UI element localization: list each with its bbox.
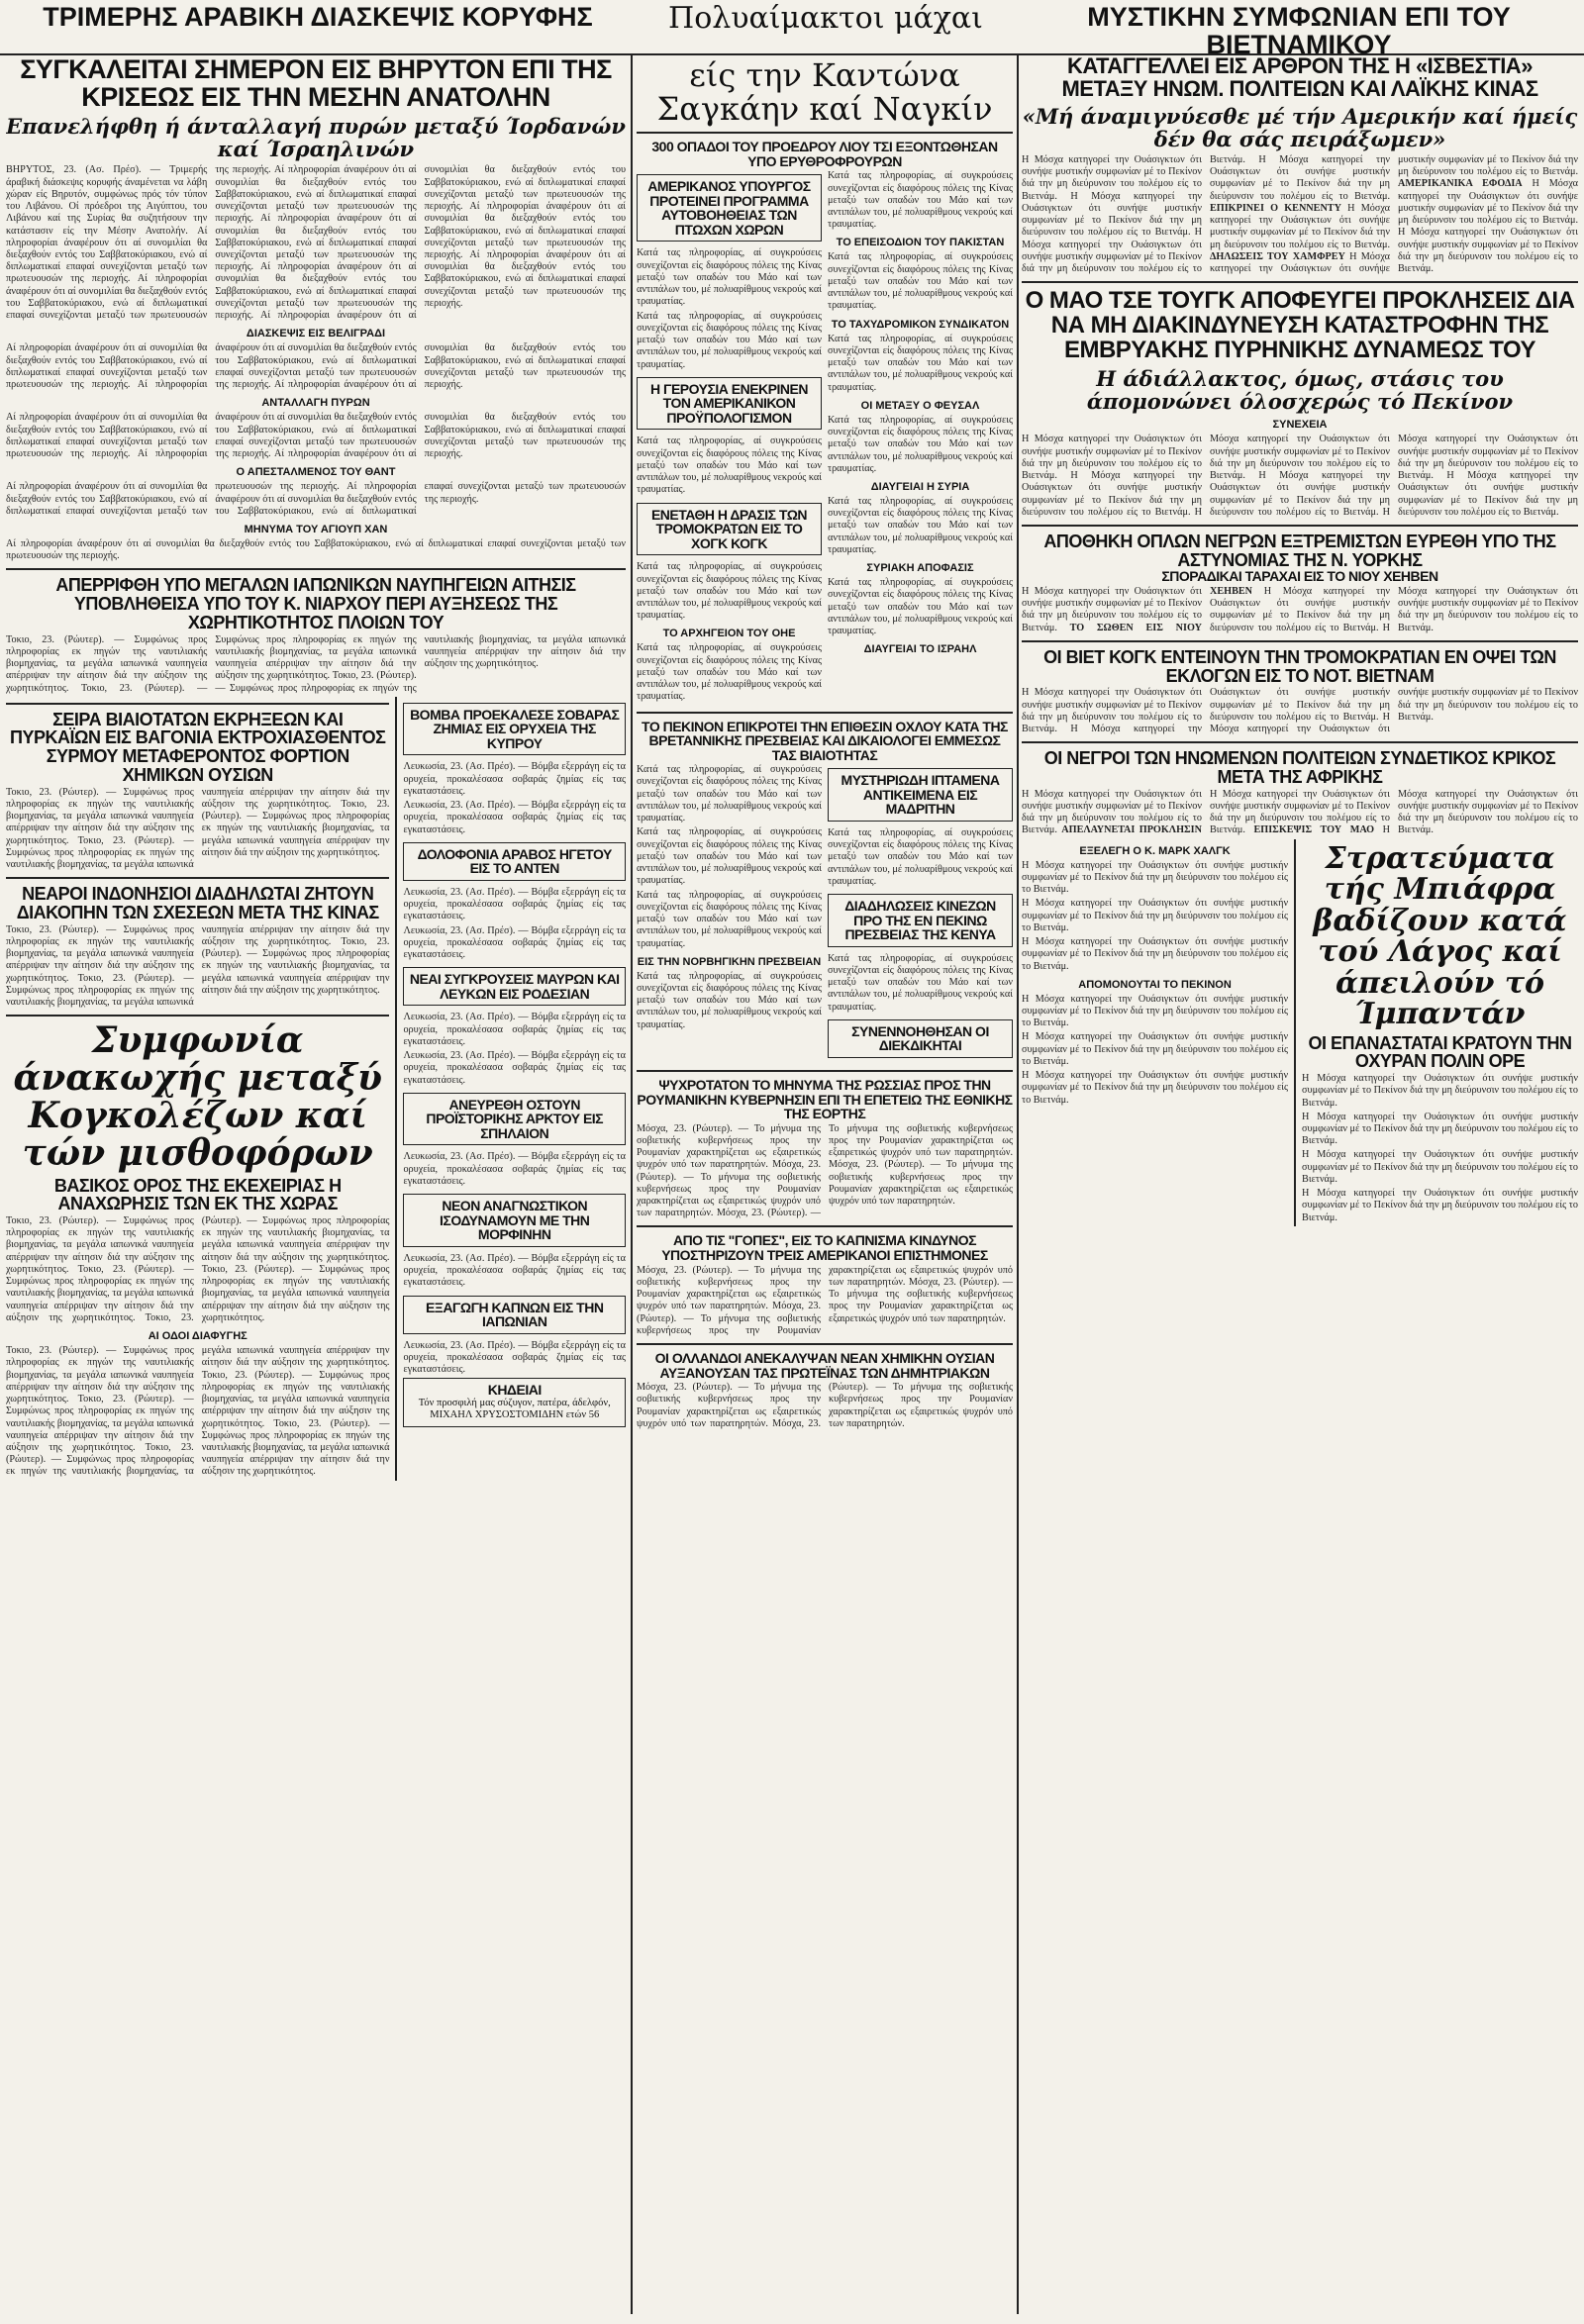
article-text: Η Μόσχα κατηγορεί την Ουάσιγκτων ότι συνήψε μυστικήν συμφωνίαν μέ το Πεκίνον διά την μη διεύρυνσιν του πολέμου είς το Βιετνάμ. <box>1194 434 1390 518</box>
divider <box>6 1015 389 1017</box>
article-text: Μόσχα, 23. (Ρώυτερ). — Το μήνυμα της σοβιετικής κυβερνήσεως προς την Ρουμανίαν χαρακτηρίζεται ως εξαιρετικώς ψυχρόν υπό των παρατηρητών. <box>637 1264 1013 1336</box>
russia-romania-headline: ΨΥΧΡΟΤΑΤΟΝ ΤΟ ΜΗΝΥΜΑ ΤΗΣ ΡΩΣΣΙΑΣ ΠΡΟΣ ΤΗΝ ΡΟΥΜΑΝΙΚΗΝ ΚΥΒΕΡΝΗΣΙΝ ΕΠΙ ΤΗ ΕΠΕΤΕΙΩ ΤΗΣ ΕΘΝΙΚΗΣ ΤΗΣ ΕΟΡΤΗΣ <box>637 1076 1013 1122</box>
article-text: Η Μόσχα κατηγορεί την Ουάσιγκτων ότι συνήψε μυστικήν συμφωνίαν μέ το Πεκίνον διά την μη διεύρυνσιν του πολέμου είς το Βιετνάμ. <box>1022 153 1245 275</box>
subheading: ΕΞΕΛΕΓΗ Ο Κ. ΜΑΡΚ ΧΑΛΓΚ <box>1079 844 1231 857</box>
article-text: Κατά τας πληροφορίας, αί συγκρούσεις συνεχίζονται είς διαφόρους πόλεις της Κίνας μεταξύ των οπαδών του Μάο καί των αντιπάλων του, μέ πολυαρίθμους νεκρούς καί τραυματίας. <box>828 952 1013 1013</box>
lower-left-stack <box>6 697 389 1481</box>
article-text: Τοκιο, 23. (Ρώυτερ). — Συμφώνως προς πληροφορίας εκ πηγών της ναυτιλιακής βιομηχανίας, τα μεγάλα ιαπωνικά ναυπηγεία απέρριψαν την αίτησιν διά την αύξησιν της χωρητικότητος. <box>6 1345 390 1478</box>
subheading: ΕΠΙΚΡΙΝΕΙ Ο ΚΕΝΝΕΝΤΥ <box>1210 202 1341 214</box>
brief-headline: ΕΝΕΤΑΘΗ Η ΔΡΑΣΙΣ ΤΩΝ ΤΡΟΜΟΚΡΑΤΩΝ ΕΙΣ ΤΟ ΧΟΓΚ ΚΟΓΚ <box>650 506 808 551</box>
article-text: Μόσχα, 23. (Ρώυτερ). — Το μήνυμα της σοβιετικής κυβερνήσεως προς την Ρουμανίαν χαρακτηρίζεται ως εξαιρετικώς ψυχρόν υπό των παρατηρητών. <box>637 1264 821 1312</box>
divider <box>6 703 389 705</box>
article-text: Μόσχα, 23. (Ρώυτερ). — Το μήνυμα της σοβιετικής κυβερνήσεως προς την Ρουμανίαν χαρακτηρίζεται ως εξαιρετικώς ψυχρόν υπό των παρατηρητών. <box>637 1159 821 1219</box>
article-text: Η Μόσχα κατηγορεί την Ουάσιγκτων ότι συνήψε μυστικήν συμφωνίαν μέ το Πεκίνον διά την μη διεύρυνσιν του πολέμου είς το Βιετνάμ. <box>1210 202 1391 250</box>
article-text: Κατά τας πληροφορίας, αί συγκρούσεις συνεχίζονται είς διαφόρους πόλεις της Κίνας μεταξύ των οπαδών του Μάο καί των αντιπάλων του, μέ πολυαρίθμους νεκρούς καί τραυματίας. <box>637 970 822 1030</box>
middle-subcolumn-b <box>828 168 1013 705</box>
article-text-block <box>1022 586 1578 634</box>
article-text: Τοκιο, 23. (Ρώυτερ). — Συμφώνως προς πληροφορίας εκ πηγών της ναυτιλιακής βιομηχανίας, τα μεγάλα ιαπωνικά ναυπηγεία απέρριψαν την αίτησιν διά την αύξησιν της χωρητικότητος. <box>6 1394 194 1453</box>
article-text: Η Μόσχα κατηγορεί την Ουάσιγκτων ότι συνήψε μυστικήν συμφωνίαν μέ το Πεκίνον διά την μη διεύρυνσιν του πολέμου είς το Βιετνάμ. <box>1022 470 1203 518</box>
news-brief-box <box>828 1019 1013 1058</box>
brief-headline: Η ΓΕΡΟΥΣΙΑ ΕΝΕΚΡΙΝΕΝ ΤΟΝ ΑΜΕΡΙΚΑΝΙΚΟΝ ΠΡΟΫΠΟΛΟΓΙΣΜΟΝ <box>650 380 808 426</box>
article-text: Αί πληροφορίαι άναφέρουν ότι αί συνομιλίαι θα διεξαχθούν εντός του Σαββατοκύριακου, ενώ αί διπλωματικαί επαφαί συνεχίζονται μεταξύ των πρωτευουσών της περιοχής. <box>6 537 626 562</box>
article-text: Τοκιο, 23. (Ρώυτερ). — Συμφώνως προς πληροφορίας εκ πηγών της ναυτιλιακής βιομηχανίας, τα μεγάλα ιαπωνικά ναυπηγεία απέρριψαν την αίτησιν διά την αύξησιν της χωρητικότητος. <box>201 1417 390 1478</box>
article-text: Η Μόσχα κατηγορεί την Ουάσιγκτων ότι συνήψε μυστικήν συμφωνίαν μέ το Πεκίνον διά την μη διεύρυνσιν του πολέμου είς το Βιετνάμ. <box>1398 470 1578 518</box>
divider <box>1022 281 1578 283</box>
article-text: Αί πληροφορίαι άναφέρουν ότι αί συνομιλίαι θα διεξαχθούν εντός του Σαββατοκύριακου, ενώ αί διπλωματικαί επαφαί συνεχίζονται μεταξύ των πρωτευουσών της περιοχής. <box>6 164 271 322</box>
article-text: Αί πληροφορίαι άναφέρουν ότι αί συνομιλίαι θα διεξαχθούν εντός του Σαββατοκύριακου, ενώ αί διπλωματικαί επαφαί συνεχίζονται μεταξύ των πρωτευουσών της περιοχής. <box>6 481 340 517</box>
divider <box>637 1225 1013 1227</box>
smoking-headline: ΑΠΟ ΤΙΣ "ΓΟΠΕΣ", ΕΙΣ ΤΟ ΚΑΠΝΙΣΜΑ ΚΙΝΔΥΝΟΣ ΥΠΟΣΤΗΡΙΖΟΥΝ ΤΡΕΙΣ ΑΜΕΡΙΚΑΝΟΙ ΕΠΙΣΤΗΜΟΝΕΣ <box>661 1232 988 1264</box>
article-text: Τοκιο, 23. (Ρώυτερ). — Συμφώνως προς πληροφορίας εκ πηγών της ναυτιλιακής βιομηχανίας, τα μεγάλα ιαπωνικά ναυπηγεία απέρριψαν την αίτησιν διά την αύξησιν της χωρητικότητος. <box>6 1263 194 1323</box>
lower-mid-stack <box>403 697 626 1481</box>
article-text: Η Μόσχα κατηγορεί την Ουάσιγκτων ότι συνήψε μυστικήν συμφωνίαν μέ το Πεκίνον διά την μη διεύρυνσιν του πολέμου είς το Βιετνάμ. <box>1210 470 1391 518</box>
article-text: Λευκωσία, 23. (Ασ. Πρέσ). — Βόμβα εξερράγη είς τα ορυχεία, προκαλέσασα σοβαράς ζημίας είς τας εγκαταστάσεις. <box>403 1050 626 1086</box>
subheading: ΤΟ ΣΩΘΕΝ ΕΙΣ ΝΙΟΥ ΧΕΗΒΕΝ <box>1069 585 1253 633</box>
brief-headline: ΑΝΕΥΡΕΘΗ ΟΣΤΟΥΝ ΠΡΟΪΣΤΟΡΙΚΗΣ ΑΡΚΤΟΥ ΕΙΣ ΣΠΗΛΑΙΟΝ <box>426 1096 604 1141</box>
article-text: Αί πληροφορίαι άναφέρουν ότι αί συνομιλίαι θα διεξαχθούν εντός του Σαββατοκύριακου, ενώ αί διπλωματικαί επαφαί συνεχίζονται μεταξύ των πρωτευουσών της περιοχής. <box>6 225 208 285</box>
brief-headline: ΔΟΛΟΦΟΝΙΑ ΑΡΑΒΟΣ ΗΓΕΤΟΥ ΕΙΣ ΤΟ ΑΝΤΕΝ <box>417 845 612 877</box>
article-text: Η Μόσχα κατηγορεί την Ουάσιγκτων ότι συνήψε μυστικήν συμφωνίαν μέ το Πεκίνον διά την μη διεύρυνσιν του πολέμου είς το Βιετνάμ. <box>1022 898 1289 933</box>
subheading: ΑΝΤΑΛΛΑΓΗ ΠΥΡΩΝ <box>261 397 370 410</box>
column-rule <box>631 55 633 2314</box>
divider <box>637 1343 1013 1345</box>
article-text: Τοκιο, 23. (Ρώυτερ). — Συμφώνως προς πληροφορίας εκ πηγών της ναυτιλιακής βιομηχανίας, τα μεγάλα ιαπωνικά ναυπηγεία απέρριψαν την αίτησιν διά την αύξησιν της χωρητικότητος. <box>215 633 626 694</box>
article-text: Η Μόσχα κατηγορεί την Ουάσιγκτων ότι συνήψε μυστικήν συμφωνίαν μέ το Πεκίνον διά την μη διεύρυνσιν του πολέμου είς το Βιετνάμ. <box>1022 153 1202 202</box>
subheading: ΔΗΛΩΣΕΙΣ ΤΟΥ ΧΑΜΦΡΕΥ <box>1210 250 1345 262</box>
article-text: Αί πληροφορίαι άναφέρουν ότι αί συνομιλίαι θα διεξαχθούν εντός του Σαββατοκύριακου, ενώ αί διπλωματικαί επαφαί συνεχίζονται μεταξύ των πρωτευουσών της περιοχής. <box>6 342 208 391</box>
izvestia-deck: «Μή άναμιγνύεσθε μέ τήν Αμερικήν καί ήμείς δέν θα σάς πειράξωμεν» <box>1022 103 1578 151</box>
article-text: Λευκωσία, 23. (Ασ. Πρέσ). — Βόμβα εξερράγη είς τα ορυχεία, προκαλέσασα σοβαράς ζημίας είς τας εγκαταστάσεις. <box>403 1252 626 1289</box>
article-text: Μόσχα, 23. (Ρώυτερ). — Το μήνυμα της σοβιετικής κυβερνήσεως προς την Ρουμανίαν χαρακτηρίζεται ως εξαιρετικώς ψυχρόν υπό των παρατηρητών. <box>716 1122 1013 1219</box>
article-text: Αί πληροφορίαι άναφέρουν ότι αί συνομιλίαι θα διεξαχθούν εντός του Σαββατοκύριακου, ενώ αί διπλωματικαί επαφαί συνεχίζονται μεταξύ των πρωτευουσών της περιοχής. <box>424 201 626 260</box>
article-text: Λευκωσία, 23. (Ασ. Πρέσ). — Βόμβα εξερράγη είς τα ορυχεία, προκαλέσασα σοβαράς ζημίας είς τας εγκαταστάσεις. <box>403 800 626 835</box>
article-text: Κατά τας πληροφορίας, αί συγκρούσεις συνεχίζονται είς διαφόρους πόλεις της Κίνας μεταξύ των οπαδών του Μάο καί των αντιπάλων του, μέ πολυαρίθμους νεκρούς καί τραυματίας. <box>637 561 822 622</box>
subheading: ΤΟ ΑΡΧΗΓΕΙΟΝ ΤΟΥ ΟΗΕ <box>662 628 796 640</box>
article-text-block <box>6 634 626 695</box>
article-text: Αί πληροφορίαι άναφέρουν ότι αί συνομιλίαι θα διεξαχθούν εντός του Σαββατοκύριακου, ενώ αί διπλωματικαί επαφαί συνεχίζονται μεταξύ των πρωτευουσών της περιοχής. <box>215 213 417 273</box>
top-headline-row <box>0 0 1584 59</box>
peking-embassy-headline: ΤΟ ΠΕΚΙΝΟΝ ΕΠΙΚΡΟΤΕΙ ΤΗΝ ΕΠΙΘΕΣΙΝ ΟΧΛΟΥ ΚΑΤΑ ΤΗΣ ΒΡΕΤΑΝΝΙΚΗΣ ΠΡΕΣΒΕΙΑΣ ΚΑΙ ΔΙΚΑΙΟΛΟΓΕΙ ΕΜΜΕΣΩΣ ΤΑΣ ΒΙΑΙΟΤΗΤΑΣ <box>642 718 1008 763</box>
news-brief-box <box>403 842 626 881</box>
article-text: Τοκιο, 23. (Ρώυτερ). — Συμφώνως προς πληροφορίας εκ πηγών της ναυτιλιακής βιομηχανίας, τα μεγάλα ιαπωνικά ναυπηγεία απέρριψαν την αίτησιν διά την αύξησιν της χωρητικότητος. <box>6 1345 194 1405</box>
funeral-notice-title: ΚΗΔΕΙΑΙ <box>487 1382 542 1399</box>
article-text: Η Μόσχα κατηγορεί την Ουάσιγκτων ότι συνήψε μυστικήν συμφωνίαν μέ το Πεκίνον διά την μη διεύρυνσιν του πολέμου είς το Βιετνάμ. <box>1302 1149 1578 1185</box>
article-text-block <box>1022 434 1578 519</box>
dutch-protein-headline: ΟΙ ΟΛΛΑΝΔΟΙ ΑΝΕΚΑΛΥΨΑΝ ΝΕΑΝ ΧΗΜΙΚΗΝ ΟΥΣΙΑΝ ΑΥΞΑΝΟΥΣΑΝ ΤΑΣ ΠΡΩΤΕΪΝΑΣ ΤΩΝ ΔΗΜΗΤΡΙΑΚΩΝ <box>654 1349 995 1381</box>
brief-headline: ΒΟΜΒΑ ΠΡΟΕΚΑΛΕΣΕ ΣΟΒΑΡΑΣ ΖΗΜΙΑΣ ΕΙΣ ΟΡΥΧΕΙΑ ΤΗΣ ΚΥΠΡΟΥ <box>410 706 620 751</box>
article-text: Μόσχα, 23. (Ρώυτερ). — Το μήνυμα της σοβιετικής κυβερνήσεως προς την Ρουμανίαν χαρακτηρίζεται ως εξαιρετικώς ψυχρόν υπό των παρατηρητών. <box>829 1276 1013 1324</box>
subheading: ΑΜΕΡΙΚΑΝΙΚΑ ΕΦΟΔΙΑ <box>1398 178 1523 190</box>
article-text: Η Μόσχα κατηγορεί την Ουάσιγκτων ότι συνήψε μυστικήν συμφωνίαν μέ το Πεκίνον διά την μη διεύρυνσιν του πολέμου είς το Βιετνάμ. <box>1302 1073 1578 1109</box>
article-text: Η Μόσχα κατηγορεί την Ουάσιγκτων ότι συνήψε μυστικήν συμφωνίαν μέ το Πεκίνον διά την μη διεύρυνσιν του πολέμου είς το Βιετνάμ. <box>1210 585 1390 633</box>
brief-headline: ΔΙΑΔΗΛΩΣΕΙΣ ΚΙΝΕΖΩΝ ΠΡΟ ΤΗΣ ΕΝ ΠΕΚΙΝΩ ΠΡΕΣΒΕΙΑΣ ΤΗΣ ΚΕΝΥΑ <box>844 898 996 943</box>
china-battles-headline: 300 ΟΠΑΔΟΙ ΤΟΥ ΠΡΟΕΔΡΟΥ ΛΙΟΥ ΤΣΙ ΕΞΟΝΤΩΘΗΣΑΝ ΥΠΟ ΕΡΥΘΡΟΦΡΟΥΡΩΝ <box>651 139 998 169</box>
arab-summit-lead: ΒΗΡΥΤΟΣ, 23. (Ασ. Πρέσ). — Τριμερής άραβική διάσκεψις κορυφής άναμένεται να λάβη χώραν είς Βηρυτόν, συμφώνως πρός τόν τύπον του Λιβάνου. Οί πρόεδροι της Αιγύπτου, του Λιβάνου καί της Συρίας θα συζητήσουν την κατάστασιν είς την Μέσην Ανατολήν. <box>6 164 208 237</box>
article-text: Λευκωσία, 23. (Ασ. Πρέσ). — Βόμβα εξερράγη είς τα ορυχεία, προκαλέσασα σοβαράς ζημίας είς τας εγκαταστάσεις. <box>403 1151 626 1187</box>
article-text: Αί πληροφορίαι άναφέρουν ότι αί συνομιλίαι θα διεξαχθούν εντός του Σαββατοκύριακου, ενώ αί διπλωματικαί επαφαί συνεχίζονται μεταξύ των πρωτευουσών της περιοχής. <box>137 342 417 391</box>
article-text: Η Μόσχα κατηγορεί την Ουάσιγκτων ότι συνήψε μυστικήν συμφωνίαν μέ το Πεκίνον διά την μη διεύρυνσιν του πολέμου είς το Βιετνάμ. <box>1022 788 1202 836</box>
biafra-deck: Στρατεύματα τής Μπιάφρα βαδίζουν κατά τού Λάγος καί άπειλούν τό Ίμπαντάν <box>1313 840 1567 1032</box>
article-text: Κατά τας πληροφορίας, αί συγκρούσεις συνεχίζονται είς διαφόρους πόλεις της Κίνας μεταξύ των οπαδών του Μάο καί των αντιπάλων του, μέ πολυαρίθμους νεκρούς καί τραυματίας. <box>637 310 822 370</box>
subheading: ΑΠΕΛΑΥΝΕΤΑΙ ΠΡΟΚΛΗΣΙΝ <box>1061 824 1202 836</box>
subheading: ΕΠΙΣΚΕΨΙΣ ΤΟΥ ΜΑΟ <box>1253 824 1375 836</box>
subheading: ΤΟ ΕΠΕΙΣΟΔΙΟΝ ΤΟΥ ΠΑΚΙΣΤΑΝ <box>836 237 1005 249</box>
column-left <box>6 55 626 2316</box>
izvestia-headline: ΚΑΤΑΓΓΕΛΛΕΙ ΕΙΣ ΑΡΘΡΟΝ ΤΗΣ Η «ΙΣΒΕΣΤΙΑ» ΜΕΤΑΞΥ ΗΝΩΜ. ΠΟΛΙΤΕΙΩΝ ΚΑΙ ΛΑΪΚΗΣ ΚΙΝΑΣ <box>1061 55 1538 101</box>
article-text: Μόσχα, 23. (Ρώυτερ). — Το μήνυμα της σοβιετικής κυβερνήσεως προς την Ρουμανίαν χαρακτηρίζεται ως εξαιρετικώς ψυχρόν υπό των παρατηρητών. <box>637 1122 821 1171</box>
news-brief-box <box>828 894 1013 947</box>
column-rule <box>1017 55 1019 2314</box>
china-battles-deck: είς την Καντώνα Σαγκάην καί Ναγκίν <box>656 56 993 128</box>
masthead-col2: Πολυαίμακτοι μάχαι <box>668 1 983 36</box>
mao-deck: Η άδιάλλακτος, όμως, στάσις του άπομονώνει όλοσχερώς τό Πεκίνον <box>1086 366 1514 415</box>
article-text: Κατά τας πληροφορίας, αί συγκρούσεις συνεχίζονται είς διαφόρους πόλεις της Κίνας μεταξύ των οπαδών του Μάο καί των αντιπάλων του, μέ πολυαρίθμους νεκρούς καί τραυματίας. <box>637 764 822 824</box>
article-text-block <box>6 787 389 872</box>
congo-headline: ΒΑΣΙΚΟΣ ΟΡΟΣ ΤΗΣ ΕΚΕΧΕΙΡΙΑΣ Η ΑΝΑΧΩΡΗΣΙΣ ΤΩΝ ΕΚ ΤΗΣ ΧΩΡΑΣ <box>53 1175 342 1214</box>
divider <box>637 132 1013 134</box>
article-text-block <box>1022 687 1578 735</box>
divider <box>6 568 626 570</box>
brief-headline: ΣΥΝΕΝΝΟΗΘΗΣΑΝ ΟΙ ΔΙΕΚΔΙΚΗΤΑΙ <box>851 1022 989 1054</box>
negroes-africa-headline: ΟΙ ΝΕΓΡΟΙ ΤΩΝ ΗΝΩΜΕΝΩΝ ΠΟΛΙΤΕΙΩΝ ΣΥΝΔΕΤΙΚΟΣ ΚΡΙΚΟΣ ΜΕΤΑ ΤΗΣ ΑΦΡΙΚΗΣ <box>1043 748 1556 787</box>
article-text: Κατά τας πληροφορίας, αί συγκρούσεις συνεχίζονται είς διαφόρους πόλεις της Κίνας μεταξύ των οπαδών του Μάο καί των αντιπάλων του, μέ πολυαρίθμους νεκρούς καί τραυματίας. <box>637 436 822 496</box>
subheading: Ο ΑΠΕΣΤΑΛΜΕΝΟΣ ΤΟΥ ΘΑΝΤ <box>236 466 396 479</box>
article-text: Αί πληροφορίαι άναφέρουν ότι αί συνομιλίαι θα διεξαχθούν εντός του Σαββατοκύριακου, ενώ αί διπλωματικαί επαφαί συνεχίζονται μεταξύ των πρωτευουσών της περιοχής. <box>273 342 626 391</box>
divider <box>1022 640 1578 642</box>
article-text: Η Μόσχα κατηγορεί την Ουάσιγκτων ότι συνήψε μυστικήν συμφωνίαν μέ το Πεκίνον διά την μη διεύρυνσιν του πολέμου είς το Βιετνάμ. <box>1022 190 1203 239</box>
article-text: Τοκιο, 23. (Ρώυτερ). — Συμφώνως προς πληροφορίας εκ πηγών της ναυτιλιακής βιομηχανίας, τα μεγάλα ιαπωνικά ναυπηγεία απέρριψαν την αίτησιν διά την αύξησιν της χωρητικότητος. <box>6 633 208 694</box>
middle-subcolumn-c <box>637 762 822 1064</box>
right-subcolumn-b <box>1302 839 1578 1226</box>
article-text: Αί πληροφορίαι άναφέρουν ότι αί συνομιλίαι θα διεξαχθούν εντός του Σαββατοκύριακου, ενώ αί διπλωματικαί επαφαί συνεχίζονται μεταξύ των πρωτευουσών της περιοχής. <box>215 261 417 322</box>
subheading: ΔΙΑΥΓΕΙΑΙ ΤΟ ΙΣΡΑΗΛ <box>863 643 977 656</box>
article-text: Η Μόσχα κατηγορεί την Ουάσιγκτων ότι συνήψε μυστικήν συμφωνίαν μέ το Πεκίνον διά την μη διεύρυνσιν του πολέμου είς το Βιετνάμ. <box>1302 1111 1578 1147</box>
article-text: Η Μόσχα κατηγορεί την Ουάσιγκτων ότι συνήψε μυστικήν συμφωνίαν μέ το Πεκίνον διά την μη διεύρυνσιν του πολέμου είς το Βιετνάμ. <box>1382 788 1578 836</box>
article-text: Αί πληροφορίαι άναφέρουν ότι αί συνομιλίαι θα διεξαχθούν εντός του Σαββατοκύριακου, ενώ αί διπλωματικαί επαφαί συνεχίζονται μεταξύ των πρωτευουσών της περιοχής. <box>6 412 208 460</box>
news-brief-box <box>637 174 822 242</box>
news-brief-box <box>403 1296 626 1334</box>
weapons-depot-headline: ΑΠΟΘΗΚΗ ΟΠΛΩΝ ΝΕΓΡΩΝ ΕΞΤΡΕΜΙΣΤΩΝ ΕΥΡΕΘΗ ΥΠΟ ΤΗΣ ΑΣΤΥΝΟΜΙΑΣ ΤΗΣ Ν. ΥΟΡΚΗΣ <box>1043 531 1556 570</box>
subheading: ΜΗΝΥΜΑ ΤΟΥ ΑΓΙΟΥΠ ΧΑΝ <box>244 523 388 535</box>
article-text-block <box>6 342 626 391</box>
article-text: Αί πληροφορίαι άναφέρουν ότι αί συνομιλίαι θα διεξαχθούν εντός του Σαββατοκύριακου, ενώ αί διπλωματικαί επαφαί συνεχίζονται μεταξύ των πρωτευουσών της περιοχής. <box>215 481 626 517</box>
column-middle <box>637 55 1013 2316</box>
subheading: ΤΟ ΤΑΧΥΔΡΟΜΙΚΟΝ ΣΥΝΔΙΚΑΤΟΝ <box>831 318 1010 331</box>
article-text: Η Μόσχα κατηγορεί την Ουάσιγκτων ότι συνήψε μυστικήν συμφωνίαν μέ το Πεκίνον διά την μη διεύρυνσιν του πολέμου είς το Βιετνάμ. <box>1022 859 1289 896</box>
middle-subcolumn-a <box>637 168 822 705</box>
article-text: Κατά τας πληροφορίας, αί συγκρούσεις συνεχίζονται είς διαφόρους πόλεις της Κίνας μεταξύ των οπαδών του Μάο καί των αντιπάλων του, μέ πολυαρίθμους νεκρούς καί τραυματίας. <box>828 577 1013 637</box>
news-brief-box <box>403 703 626 756</box>
article-text: Τοκιο, 23. (Ρώυτερ). — Συμφώνως προς πληροφορίας εκ πηγών της ναυτιλιακής βιομηχανίας, τα μεγάλα ιαπωνικά ναυπηγεία απέρριψαν την αίτησιν διά την αύξησιν της χωρητικότητος. <box>6 786 390 871</box>
article-text: Η Μόσχα κατηγορεί την Ουάσιγκτων ότι συνήψε μυστικήν συμφωνίαν μέ το Πεκίνον διά την μη διεύρυνσιν του πολέμου είς το Βιετνάμ. <box>1210 687 1578 735</box>
funeral-notice <box>403 1378 626 1427</box>
article-text: Η Μόσχα κατηγορεί την Ουάσιγκτων ότι συνήψε μυστικήν συμφωνίαν μέ το Πεκίνον διά την μη διεύρυνσιν του πολέμου είς το Βιετνάμ. <box>1022 687 1202 735</box>
article-text: Τοκιο, 23. (Ρώυτερ). — Συμφώνως προς πληροφορίας εκ πηγών της ναυτιλιακής βιομηχανίας, τα μεγάλα ιαπωνικά ναυπηγεία απέρριψαν την αίτησιν διά την αύξησιν της χωρητικότητος. <box>201 1263 390 1323</box>
subheading: ΔΙΑΥΓΕΙΑΙ Η ΣΥΡΙΑ <box>870 480 970 493</box>
biafra-headline: ΟΙ ΕΠΑΝΑΣΤΑΤΑΙ ΚΡΑΤΟΥΝ ΤΗΝ ΟΧΥΡΑΝ ΠΟΛΙΝ ΟΡΕ <box>1308 1032 1572 1072</box>
article-text-block <box>6 1345 389 1479</box>
article-text: Λευκωσία, 23. (Ασ. Πρέσ). — Βόμβα εξερράγη είς τα ορυχεία, προκαλέσασα σοβαράς ζημίας είς τας εγκαταστάσεις. <box>403 1339 626 1376</box>
brief-headline: ΕΞΑΓΩΓΗ ΚΑΠΝΩΝ ΕΙΣ ΤΗΝ ΙΑΠΩΝΙΑΝ <box>425 1299 604 1330</box>
subheading: ΟΙ ΜΕΤΑΞΥ Ο ΦΕΥΣΑΛ <box>860 399 980 412</box>
article-text: Μόσχα, 23. (Ρώυτερ). — Το μήνυμα της σοβιετικής κυβερνήσεως προς την Ρουμανίαν χαρακτηρίζεται ως εξαιρετικώς ψυχρόν υπό των παρατηρητών. <box>772 1382 1013 1429</box>
article-text: Αί πληροφορίαι άναφέρουν ότι αί συνομιλίαι θα διεξαχθούν εντός του Σαββατοκύριακου, ενώ αί διπλωματικαί επαφαί συνεχίζονται μεταξύ των πρωτευουσών της περιοχής. <box>273 412 626 460</box>
subheading: ΑΙ ΟΔΟΙ ΔΙΑΦΥΓΗΣ <box>148 1330 248 1343</box>
article-text: Τοκιο, 23. (Ρώυτερ). — Συμφώνως προς πληροφορίας εκ πηγών της ναυτιλιακής βιομηχανίας, τα μεγάλα ιαπωνικά ναυπηγεία απέρριψαν την αίτησιν διά την αύξησιν της χωρητικότητος. <box>6 786 194 846</box>
article-text: Η Μόσχα κατηγορεί την Ουάσιγκτων ότι συνήψε μυστικήν συμφωνίαν μέ το Πεκίνον διά την μη διεύρυνσιν του πολέμου είς το Βιετνάμ. <box>1210 153 1391 202</box>
article-text: Η Μόσχα κατηγορεί την Ουάσιγκτων ότι συνήψε μυστικήν συμφωνίαν μέ το Πεκίνον διά την μη διεύρυνσιν του πολέμου είς το Βιετνάμ. <box>1022 434 1202 482</box>
article-text: Τοκιο, 23. (Ρώυτερ). — Συμφώνως προς πληροφορίας εκ πηγών της ναυτιλιακής βιομηχανίας, τα μεγάλα ιαπωνικά ναυπηγεία απέρριψαν την αίτησιν διά την αύξησιν της χωρητικότητος. <box>201 798 390 858</box>
article-text: Η Μόσχα κατηγορεί την Ουάσιγκτων ότι συνήψε μυστικήν συμφωνίαν μέ το Πεκίνον διά την μη διεύρυνσιν του πολέμου είς το Βιετνάμ. <box>1302 1188 1578 1223</box>
article-text: Η Μόσχα κατηγορεί την Ουάσιγκτων ότι συνήψε μυστικήν συμφωνίαν μέ το Πεκίνον διά την μη διεύρυνσιν του πολέμου είς το Βιετνάμ. <box>1022 1070 1289 1106</box>
subheading: ΔΙΑΣΚΕΨΙΣ ΕΙΣ ΒΕΛΙΓΡΑΔΙ <box>246 328 386 340</box>
article-text: Η Μόσχα κατηγορεί την Ουάσιγκτων ότι συνήψε μυστικήν συμφωνίαν μέ το Πεκίνον διά την μη διεύρυνσιν του πολέμου είς το Βιετνάμ. <box>1022 936 1289 972</box>
article-text: Κατά τας πληροφορίας, αί συγκρούσεις συνεχίζονται είς διαφόρους πόλεις της Κίνας μεταξύ των οπαδών του Μάο καί των αντιπάλων του, μέ πολυαρίθμους νεκρούς καί τραυματίας. <box>828 170 1013 231</box>
brief-headline: ΑΜΕΡΙΚΑΝΟΣ ΥΠΟΥΡΓΟΣ ΠΡΟΤΕΙΝΕΙ ΠΡΟΓΡΑΜΜΑ ΑΥΤΟΒΟΗΘΕΙΑΣ ΤΩΝ ΠΤΩΧΩΝ ΧΩΡΩΝ <box>647 178 811 238</box>
niarchos-headline: ΑΠΕΡΡΙΦΘΗ ΥΠΟ ΜΕΓΑΛΩΝ ΙΑΠΩΝΙΚΩΝ ΝΑΥΠΗΓΕΙΩΝ ΑΙΤΗΣΙΣ ΥΠΟΒΛΗΘΕΙΣΑ ΥΠΟ ΤΟΥ Κ. ΝΙΑΡΧΟΥ ΠΕΡΙ ΑΥΞΗΣΕΩΣ ΤΗΣ ΧΩΡΗΤΙΚΟΤΗΤΟΣ ΠΛΟΙΩΝ ΤΟΥ <box>55 575 576 632</box>
article-text: Τοκιο, 23. (Ρώυτερ). — Συμφώνως προς πληροφορίας εκ πηγών της ναυτιλιακής βιομηχανίας, τα μεγάλα ιαπωνικά ναυπηγεία απέρριψαν την αίτησιν διά την αύξησιν της χωρητικότητος. <box>6 923 390 1009</box>
article-text: Κατά τας πληροφορίας, αί συγκρούσεις συνεχίζονται είς διαφόρους πόλεις της Κίνας μεταξύ των οπαδών του Μάο καί των αντιπάλων του, μέ πολυαρίθμους νεκρούς καί τραυματίας. <box>637 642 822 703</box>
article-text: Αί πληροφορίαι άναφέρουν ότι αί συνομιλίαι θα διεξαχθούν εντός του Σαββατοκύριακου, ενώ αί διπλωματικαί επαφαί συνεχίζονται μεταξύ των πρωτευουσών της περιοχής. <box>424 248 626 309</box>
article-text: Η Μόσχα κατηγορεί την Ουάσιγκτων ότι συνήψε μυστικήν συμφωνίαν μέ το Πεκίνον διά την μη διεύρυνσιν του πολέμου είς το Βιετνάμ. <box>1382 434 1578 518</box>
arab-summit-body <box>6 164 626 322</box>
right-subcolumn-a <box>1022 839 1288 1226</box>
article-text: Λευκωσία, 23. (Ασ. Πρέσ). — Βόμβα εξερράγη είς τα ορυχεία, προκαλέσασα σοβαράς ζημίας είς τας εγκαταστάσεις. <box>403 886 626 922</box>
subheading: ΕΙΣ ΤΗΝ ΝΟΡΒΗΓΙΚΗΝ ΠΡΕΣΒΕΙΑΝ <box>637 955 822 968</box>
article-text-block <box>6 924 389 1010</box>
article-text: Μόσχα, 23. (Ρώυτερ). — Το μήνυμα της σοβιετικής κυβερνήσεως προς την Ρουμανίαν χαρακτηρίζεται ως εξαιρετικώς ψυχρόν υπό των παρατηρητών. <box>829 1159 1013 1208</box>
congo-deck: Συμφωνία άνακωχής μεταξύ Κογκολέζων καί τών μισθοφόρων <box>13 1019 382 1174</box>
article-text: Η Μόσχα κατηγορεί την Ουάσιγκτων ότι συνήψε μυστικήν συμφωνίαν μέ το Πεκίνον διά την μη διεύρυνσιν του πολέμου είς το Βιετνάμ. <box>1210 788 1390 836</box>
article-text: Η Μόσχα κατηγορεί την Ουάσιγκτων ότι συνήψε μυστικήν συμφωνίαν μέ το Πεκίνον διά την μη διεύρυνσιν του πολέμου είς το Βιετνάμ. <box>1022 1031 1289 1067</box>
article-text: Η Μόσχα κατηγορεί την Ουάσιγκτων ότι συνήψε μυστικήν συμφωνίαν μέ το Πεκίνον διά την μη διεύρυνσιν του πολέμου είς το Βιετνάμ. <box>1022 585 1202 633</box>
article-text: Κατά τας πληροφορίας, αί συγκρούσεις συνεχίζονται είς διαφόρους πόλεις της Κίνας μεταξύ των οπαδών του Μάο καί των αντιπάλων του, μέ πολυαρίθμους νεκρούς καί τραυματίας. <box>828 495 1013 555</box>
article-text-block <box>6 481 626 518</box>
arab-summit-deck: Επανελήφθη ή άνταλλαγή πυρών μεταξύ Ίορδανών καί Ίσραηλινών <box>6 114 626 162</box>
article-text-block <box>1022 789 1578 837</box>
article-text: Η Μόσχα κατηγορεί την Ουάσιγκτων ότι συνήψε μυστικήν συμφωνίαν μέ το Πεκίνον διά την μη διεύρυνσιν του πολέμου είς το Βιετνάμ. <box>1398 227 1578 275</box>
brief-headline: ΜΥΣΤΗΡΙΩΔΗ ΙΠΤΑΜΕΝΑ ΑΝΤΙΚΕΙΜΕΝΑ ΕΙΣ ΜΑΔΡΙΤΗΝ <box>841 772 1000 818</box>
article-text: Τοκιο, 23. (Ρώυτερ). — Συμφώνως προς πληροφορίας εκ πηγών της ναυτιλιακής βιομηχανίας, τα μεγάλα ιαπωνικά ναυπηγεία απέρριψαν την αίτησιν διά την αύξησιν της χωρητικότητος. <box>201 1369 390 1429</box>
article-text: Λευκωσία, 23. (Ασ. Πρέσ). — Βόμβα εξερράγη είς τα ορυχεία, προκαλέσασα σοβαράς ζημίας είς τας εγκαταστάσεις. <box>403 761 626 797</box>
news-brief-box <box>637 503 822 556</box>
article-text: Αί πληροφορίαι άναφέρουν ότι αί συνομιλίαι θα διεξαχθούν εντός του Σαββατοκύριακου, ενώ αί διπλωματικαί επαφαί συνεχίζονται μεταξύ των πρωτευουσών της περιοχής. <box>215 164 417 225</box>
divider <box>637 1070 1013 1072</box>
brief-headline: ΝΕΑΙ ΣΥΓΚΡΟΥΣΕΙΣ ΜΑΥΡΩΝ ΚΑΙ ΛΕΥΚΩΝ ΕΙΣ ΡΟΔΕΣΙΑΝ <box>409 971 620 1002</box>
mao-headline: Ο ΜΑΟ ΤΣΕ ΤΟΥΓΚ ΑΠΟΦΕΥΓΕΙ ΠΡΟΚΛΗΣΕΙΣ ΔΙΑ ΝΑ ΜΗ ΔΙΑΚΙΝΔΥΝΕΥΣΗ ΚΑΤΑΣΤΡΟΦΗΝ ΤΗΣ ΕΜΒΡΥΑΚΗΣ ΠΥΡΗΝΙΚΗΣ ΔΥΝΑΜΕΩΣ ΤΟΥ <box>1025 287 1575 364</box>
article-text-block <box>1022 154 1578 275</box>
article-text: Μόσχα, 23. (Ρώυτερ). — Το μήνυμα της σοβιετικής κυβερνήσεως προς την Ρουμανίαν χαρακτηρίζεται ως εξαιρετικώς ψυχρόν υπό των παρατηρητών. <box>637 1382 821 1429</box>
train-explosion-headline: ΣΕΙΡΑ ΒΙΑΙΟΤΑΤΩΝ ΕΚΡΗΞΕΩΝ ΚΑΙ ΠΥΡΚΑΪΩΝ ΕΙΣ ΒΑΓΟΝΙΑ ΕΚΤΡΟΧΙΑΣΘΕΝΤΟΣ ΣΥΡΜΟΥ ΜΕΤΑΦΕΡΟΝΤΟΣ ΦΟΡΤΙΟΝ ΧΗΜΙΚΩΝ ΟΥΣΙΩΝ <box>10 709 386 785</box>
new-haven-subheadline: ΣΠΟΡΑΔΙΚΑΙ ΤΑΡΑΧΑΙ ΕΙΣ ΤΟ ΝΙΟΥ ΧΕΗΒΕΝ <box>1161 568 1438 585</box>
middle-subcolumn-d <box>828 762 1013 1064</box>
article-text-block <box>637 1382 1013 1430</box>
subheading: ΣΥΡΙΑΚΗ ΑΠΟΦΑΣΙΣ <box>866 562 974 575</box>
news-brief-box <box>828 768 1013 822</box>
article-text: Κατά τας πληροφορίας, αί συγκρούσεις συνεχίζονται είς διαφόρους πόλεις της Κίνας μεταξύ των οπαδών του Μάο καί των αντιπάλων του, μέ πολυαρίθμους νεκρούς καί τραυματίας. <box>828 333 1013 393</box>
masthead-col3: ΜΥΣΤΙΚΗΝ ΣΥΜΦΩΝΙΑΝ ΕΠΙ ΤΟΥ ΒΙΕΤΝΑΜΙΚΟΥ <box>1087 2 1511 59</box>
article-text: Τοκιο, 23. (Ρώυτερ). — Συμφώνως προς πληροφορίας εκ πηγών της ναυτιλιακής βιομηχανίας, τα μεγάλα ιαπωνικά ναυπηγεία απέρριψαν την αίτησιν διά την αύξησιν της χωρητικότητος. <box>201 935 390 996</box>
article-text: Τοκιο, 23. (Ρώυτερ). — Συμφώνως προς πληροφορίας εκ πηγών της ναυτιλιακής βιομηχανίας, τα μεγάλα ιαπωνικά ναυπηγεία απέρριψαν την αίτησιν διά την αύξησιν της χωρητικότητος. <box>80 633 417 694</box>
article-text-block <box>637 1123 1013 1220</box>
article-text: Λευκωσία, 23. (Ασ. Πρέσ). — Βόμβα εξερράγη είς τα ορυχεία, προκαλέσασα σοβαράς ζημίας είς τας εγκαταστάσεις. <box>403 1012 626 1047</box>
news-brief-box <box>403 1194 626 1247</box>
funeral-notice-text: Τόν προσφιλή μας σύζυγον, πατέρα, άδελφόν, ΜΙΧΑΗΛ ΧΡΥΣΟΣΤΟΜΙΔΗΝ ετών 56 <box>418 1397 611 1421</box>
divider <box>1022 741 1578 743</box>
column-rule <box>395 697 397 1481</box>
article-text: Αί πληροφορίαι άναφέρουν ότι αί συνομιλίαι θα διεξαχθούν εντός του Σαββατοκύριακου, ενώ αί διπλωματικαί επαφαί συνεχίζονται μεταξύ των πρωτευουσών της περιοχής. <box>137 412 417 460</box>
divider <box>6 877 389 879</box>
divider <box>637 712 1013 714</box>
arab-summit-headline: ΣΥΓΚΑΛΕΙΤΑΙ ΣΗΜΕΡΟΝ ΕΙΣ ΒΗΡΥΤΟΝ ΕΠΙ ΤΗΣ ΚΡΙΣΕΩΣ ΕΙΣ ΤΗΝ ΜΕΣΗΝ ΑΝΑΤΟΛΗΝ <box>20 55 612 113</box>
article-text-block <box>6 1215 389 1324</box>
article-text-block <box>637 1265 1013 1337</box>
article-text: Τοκιο, 23. (Ρώυτερ). — Συμφώνως προς πληροφορίας εκ πηγών της ναυτιλιακής βιομηχανίας, τα μεγάλα ιαπωνικά ναυπηγεία απέρριψαν την αίτησιν διά την αύξησιν της χωρητικότητος. <box>145 1214 390 1323</box>
article-text: Κατά τας πληροφορίας, αί συγκρούσεις συνεχίζονται είς διαφόρους πόλεις της Κίνας μεταξύ των οπαδών του Μάο καί των αντιπάλων του, μέ πολυαρίθμους νεκρούς καί τραυματίας. <box>828 414 1013 474</box>
column-rule <box>1294 839 1296 1226</box>
article-text: Κατά τας πληροφορίας, αί συγκρούσεις συνεχίζονται είς διαφόρους πόλεις της Κίνας μεταξύ των οπαδών του Μάο καί των αντιπάλων του, μέ πολυαρίθμους νεκρούς καί τραυματίας. <box>637 889 822 949</box>
article-text: Η Μόσχα κατηγορεί την Ουάσιγκτων ότι συνήψε μυστικήν συμφωνίαν μέ το Πεκίνον διά την μη διεύρυνσιν του πολέμου είς το Βιετνάμ. <box>1382 585 1578 633</box>
viet-cong-headline: ΟΙ ΒΙΕΤ ΚΟΓΚ ΕΝΤΕΙΝΟΥΝ ΤΗΝ ΤΡΟΜΟΚΡΑΤΙΑΝ ΕΝ ΟΨΕΙ ΤΩΝ ΕΚΛΟΓΩΝ ΕΙΣ ΤΟ ΝΟΤ. ΒΙΕΤΝΑΜ <box>1043 646 1556 686</box>
subheading: ΣΥΝΕΧΕΙΑ <box>1272 419 1328 432</box>
article-text: Κατά τας πληροφορίας, αί συγκρούσεις συνεχίζονται είς διαφόρους πόλεις της Κίνας μεταξύ των οπαδών του Μάο καί των αντιπάλων του, μέ πολυαρίθμους νεκρούς καί τραυματίας. <box>828 826 1013 887</box>
article-text: Αί πληροφορίαι άναφέρουν ότι αί συνομιλίαι θα διεξαχθούν εντός του Σαββατοκύριακου, ενώ αί διπλωματικαί επαφαί συνεχίζονται μεταξύ των πρωτευουσών της περιοχής. <box>260 164 626 322</box>
column-right <box>1022 55 1578 2316</box>
article-text: Κατά τας πληροφορίας, αί συγκρούσεις συνεχίζονται είς διαφόρους πόλεις της Κίνας μεταξύ των οπαδών του Μάο καί των αντιπάλων του, μέ πολυαρίθμους νεκρούς καί τραυματίας. <box>637 247 822 308</box>
masthead-col1: ΤΡΙΜΕΡΗΣ ΑΡΑΒΙΚΗ ΔΙΑΣΚΕΨΙΣ ΚΟΡΥΦΗΣ <box>43 2 593 32</box>
news-brief-box <box>403 1093 626 1146</box>
subheading: ΑΠΟΜΟΝΟΥΤΑΙ ΤΟ ΠΕΚΙΝΟΝ <box>1078 978 1232 991</box>
article-text: Κατά τας πληροφορίας, αί συγκρούσεις συνεχίζονται είς διαφόρους πόλεις της Κίνας μεταξύ των οπαδών του Μάο καί των αντιπάλων του, μέ πολυαρίθμους νεκρούς καί τραυματίας. <box>828 251 1013 312</box>
news-brief-box <box>637 377 822 431</box>
article-text: Τοκιο, 23. (Ρώυτερ). — Συμφώνως προς πληροφορίας εκ πηγών της ναυτιλιακής βιομηχανίας, τα μεγάλα ιαπωνικά ναυπηγεία απέρριψαν την αίτησιν διά την αύξησιν της χωρητικότητος. <box>6 1214 194 1275</box>
article-text: Η Μόσχα κατηγορεί την Ουάσιγκτων ότι συνήψε μυστικήν συμφωνίαν μέ το Πεκίνον διά την μη διεύρυνσιν του πολέμου είς το Βιετνάμ. <box>1022 993 1289 1029</box>
article-text: Η Μόσχα κατηγορεί την Ουάσιγκτων ότι συνήψε μυστικήν συμφωνίαν μέ το Πεκίνον διά την μη διεύρυνσιν του πολέμου είς το Βιετνάμ. <box>1398 178 1578 227</box>
article-text: Κατά τας πληροφορίας, αί συγκρούσεις συνεχίζονται είς διαφόρους πόλεις της Κίνας μεταξύ των οπαδών του Μάο καί των αντιπάλων του, μέ πολυαρίθμους νεκρούς καί τραυματίας. <box>637 826 822 887</box>
article-text: Τοκιο, 23. (Ρώυτερ). — Συμφώνως προς πληροφορίας εκ πηγών της ναυτιλιακής βιομηχανίας, τα μεγάλα ιαπωνικά ναυπηγεία απέρριψαν την αίτησιν διά την αύξησιν της χωρητικότητος. <box>6 923 194 984</box>
indonesia-headline: ΝΕΑΡΟΙ ΙΝΔΟΝΗΣΙΟΙ ΔΙΑΔΗΛΩΤΑΙ ΖΗΤΟΥΝ ΔΙΑΚΟΠΗΝ ΤΩΝ ΣΧΕΣΕΩΝ ΜΕΤΑ ΤΗΣ ΚΙΝΑΣ <box>16 884 379 922</box>
divider <box>1022 525 1578 527</box>
article-text-block <box>6 412 626 460</box>
article-text: Η Μόσχα κατηγορεί την Ουάσιγκτων ότι συνήψε μυστικήν συμφωνίαν μέ το Πεκίνον διά την μη διεύρυνσιν του πολέμου είς το Βιετνάμ. <box>1070 687 1390 735</box>
news-brief-box <box>403 967 626 1006</box>
article-text: Η Μόσχα κατηγορεί την Ουάσιγκτων ότι συνήψε μυστικήν συμφωνίαν μέ το Πεκίνον διά την μη διεύρυνσιν του πολέμου είς το Βιετνάμ. <box>1210 153 1578 275</box>
article-text: Λευκωσία, 23. (Ασ. Πρέσ). — Βόμβα εξερράγη είς τα ορυχεία, προκαλέσασα σοβαράς ζημίας είς τας εγκαταστάσεις. <box>403 924 626 961</box>
brief-headline: ΝΕΟΝ ΑΝΑΓΝΩΣΤΙΚΟΝ ΙΣΟΔΥΝΑΜΟΥΝ ΜΕ ΤΗΝ ΜΟΡΦΙΝΗΝ <box>440 1198 590 1243</box>
